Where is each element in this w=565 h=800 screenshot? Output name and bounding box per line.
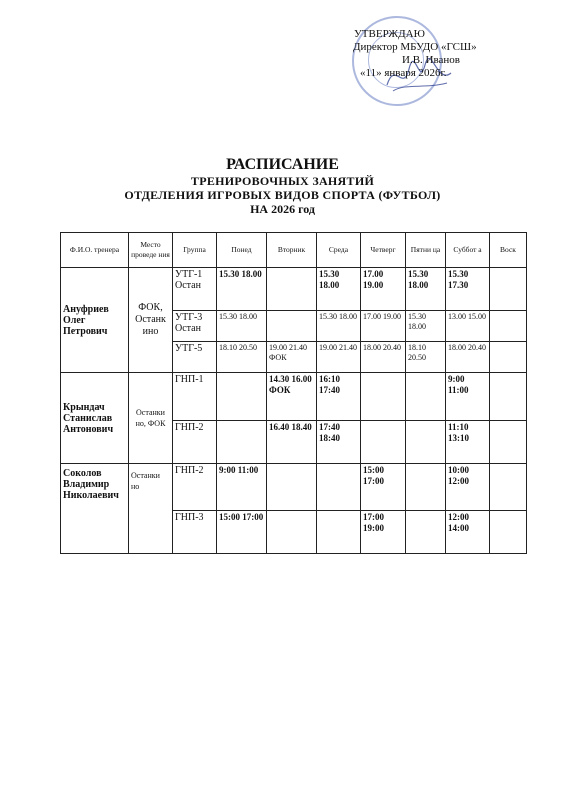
time-cell-thu: 17.00 19.00 [361, 311, 406, 342]
training-place: Останки но, ФОК [129, 373, 173, 464]
time-cell-sat: 10:00 12:00 [446, 464, 490, 511]
subtitle-2: ОТДЕЛЕНИЯ ИГРОВЫХ ВИДОВ СПОРТА (ФУТБОЛ) [124, 188, 441, 202]
table-row [61, 464, 527, 511]
group-cell: УТГ-3 Остан [173, 311, 217, 342]
time-cell-wed: 19.00 21.40 [317, 342, 361, 373]
schedule-table [60, 232, 527, 554]
time-cell-wed: 15.30 18.00 [317, 268, 361, 311]
page-title: РАСПИСАНИЕ [226, 156, 339, 173]
group-cell: ГНП-1 [173, 373, 217, 421]
header-wed: Среда [317, 233, 361, 268]
time-cell-thu: 15:00 17:00 [361, 464, 406, 511]
time-cell-sat: 18.00 20.40 [446, 342, 490, 373]
trainer-name: Крындач Станислав Антонович [61, 373, 129, 464]
time-cell-mon: 18.10 20.50 [217, 342, 267, 373]
group-cell: ГНП-2 [173, 421, 217, 464]
header-thu: Четверг [361, 233, 406, 268]
time-cell-sat: 13.00 15.00 [446, 311, 490, 342]
header-row [61, 233, 527, 268]
trainer-name: Соколов Владимир Николаевич [61, 464, 129, 554]
time-cell-wed [317, 464, 361, 511]
table-row [61, 268, 527, 311]
approval-line-3: И.В. Иванов [402, 54, 460, 66]
time-cell-fri [406, 511, 446, 554]
time-cell-sun [490, 421, 527, 464]
time-cell-thu [361, 373, 406, 421]
time-cell-fri [406, 373, 446, 421]
time-cell-thu [361, 421, 406, 464]
approval-line-2: Директор МБУДО «ГСШ» [353, 41, 477, 53]
approval-line-4: «11» января 2026г. [360, 67, 447, 79]
time-cell-sun [490, 373, 527, 421]
time-cell-mon: 15.30 18.00 [217, 268, 267, 311]
time-cell-sun [490, 311, 527, 342]
time-cell-fri: 15.30 18.00 [406, 268, 446, 311]
time-cell-sun [490, 464, 527, 511]
time-cell-fri: 15.30 18.00 [406, 311, 446, 342]
header-group: Группа [173, 233, 217, 268]
time-cell-wed [317, 511, 361, 554]
header-trainer: Ф.И.О. тренера [61, 233, 129, 268]
time-cell-sat: 12:00 14:00 [446, 511, 490, 554]
time-cell-fri [406, 421, 446, 464]
header-place: Место проведе ния [129, 233, 173, 268]
time-cell-tue [267, 268, 317, 311]
time-cell-sun [490, 342, 527, 373]
time-cell-fri: 18.10 20.50 [406, 342, 446, 373]
training-place: Останки но [129, 464, 173, 554]
time-cell-mon: 9:00 11:00 [217, 464, 267, 511]
header-mon: Понед [217, 233, 267, 268]
time-cell-sat: 15.30 17.30 [446, 268, 490, 311]
header-sun: Воск [490, 233, 527, 268]
time-cell-wed: 15.30 18.00 [317, 311, 361, 342]
time-cell-sun [490, 268, 527, 311]
time-cell-thu: 18.00 20.40 [361, 342, 406, 373]
approval-block [340, 28, 540, 80]
trainer-name: Ануфриев Олег Петрович [61, 268, 129, 373]
time-cell-mon: 15.30 18.00 [217, 311, 267, 342]
time-cell-sun [490, 511, 527, 554]
time-cell-tue: 19.00 21.40 ФОК [267, 342, 317, 373]
time-cell-mon [217, 373, 267, 421]
time-cell-tue [267, 464, 317, 511]
time-cell-thu: 17.00 19.00 [361, 268, 406, 311]
time-cell-tue [267, 311, 317, 342]
time-cell-sat: 9:00 11:00 [446, 373, 490, 421]
header-tue: Вторник [267, 233, 317, 268]
time-cell-fri [406, 464, 446, 511]
group-cell: УТГ-5 [173, 342, 217, 373]
subtitle-3: НА 2026 год [250, 202, 315, 216]
time-cell-thu: 17:00 19:00 [361, 511, 406, 554]
subtitle-1: ТРЕНИРОВОЧНЫХ ЗАНЯТИЙ [190, 174, 375, 188]
training-place: ФОК, Останк ино [129, 268, 173, 373]
group-cell: УТГ-1 Остан [173, 268, 217, 311]
time-cell-mon [217, 421, 267, 464]
header-sat: Суббот а [446, 233, 490, 268]
group-cell: ГНП-2 [173, 464, 217, 511]
time-cell-tue [267, 511, 317, 554]
table-row [61, 373, 527, 421]
group-cell: ГНП-3 [173, 511, 217, 554]
approval-line-1: УТВЕРЖДАЮ [354, 28, 425, 40]
time-cell-sat: 11:10 13:10 [446, 421, 490, 464]
time-cell-tue: 14.30 16.00 ФОК [267, 373, 317, 421]
time-cell-tue: 16.40 18.40 [267, 421, 317, 464]
time-cell-wed: 16:10 17:40 [317, 373, 361, 421]
time-cell-mon: 15:00 17:00 [217, 511, 267, 554]
time-cell-wed: 17:40 18:40 [317, 421, 361, 464]
header-fri: Пятни ца [406, 233, 446, 268]
